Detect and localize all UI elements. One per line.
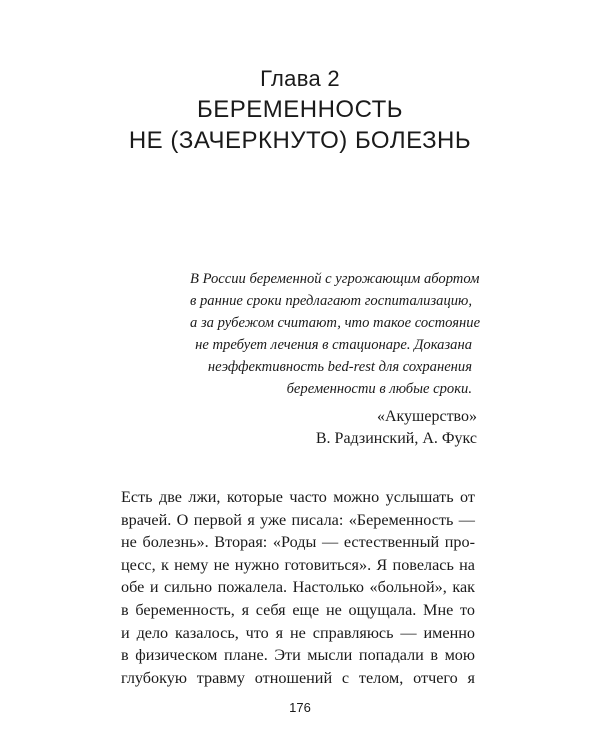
body-paragraph xyxy=(121,486,475,689)
chapter-title-line: НЕ (ЗАЧЕРКНУТО) БОЛЕЗНЬ xyxy=(128,127,472,154)
epigraph-line: неэффективность bed-rest для сохранения xyxy=(207,359,472,375)
chapter-title-line: БЕРЕМЕННОСТЬ xyxy=(196,96,404,123)
body-line: и дело казалось, что я не справляюсь — именно xyxy=(121,623,475,642)
epigraph xyxy=(190,268,481,400)
epigraph-line: в ранние сроки предлагают госпитализацию, xyxy=(190,293,472,309)
body-line: в беременность, я себя еще не ощущала. Мне то xyxy=(121,600,475,619)
epigraph-line: не требует лечения в стационаре. Доказана xyxy=(195,337,472,353)
body-line: глубокую травму отношений с телом, отчего я xyxy=(121,668,475,687)
body-line: в физическом плане. Эти мысли попадали в мою xyxy=(121,646,475,665)
page-number: 176 xyxy=(289,700,311,715)
epigraph-line: а за рубежом считают, что такое состояние xyxy=(190,315,481,331)
epigraph-line: В России беременной с угрожающим абортом xyxy=(190,271,480,287)
body-line: врачей. О первой я уже писала: «Беременность — xyxy=(121,510,475,529)
body-line: цесс, к нему не нужно готовиться». Я повелась на xyxy=(121,555,475,574)
chapter-title xyxy=(0,94,600,156)
body-line: обе и сильно пожалела. Настолько «больной», как xyxy=(121,578,475,597)
epigraph-authors: В. Радзинский, А. Фукс xyxy=(315,430,477,447)
epigraph-source: «Акушерство» xyxy=(376,408,477,425)
epigraph-line: беременности в любые сроки. xyxy=(286,381,472,397)
body-line: не болезнь». Вторая: «Роды — естественный про- xyxy=(121,533,475,552)
body-line: Есть две лжи, которые часто можно услышать от xyxy=(121,488,475,506)
epigraph-attribution xyxy=(200,406,477,450)
chapter-label: Глава 2 xyxy=(260,66,340,91)
